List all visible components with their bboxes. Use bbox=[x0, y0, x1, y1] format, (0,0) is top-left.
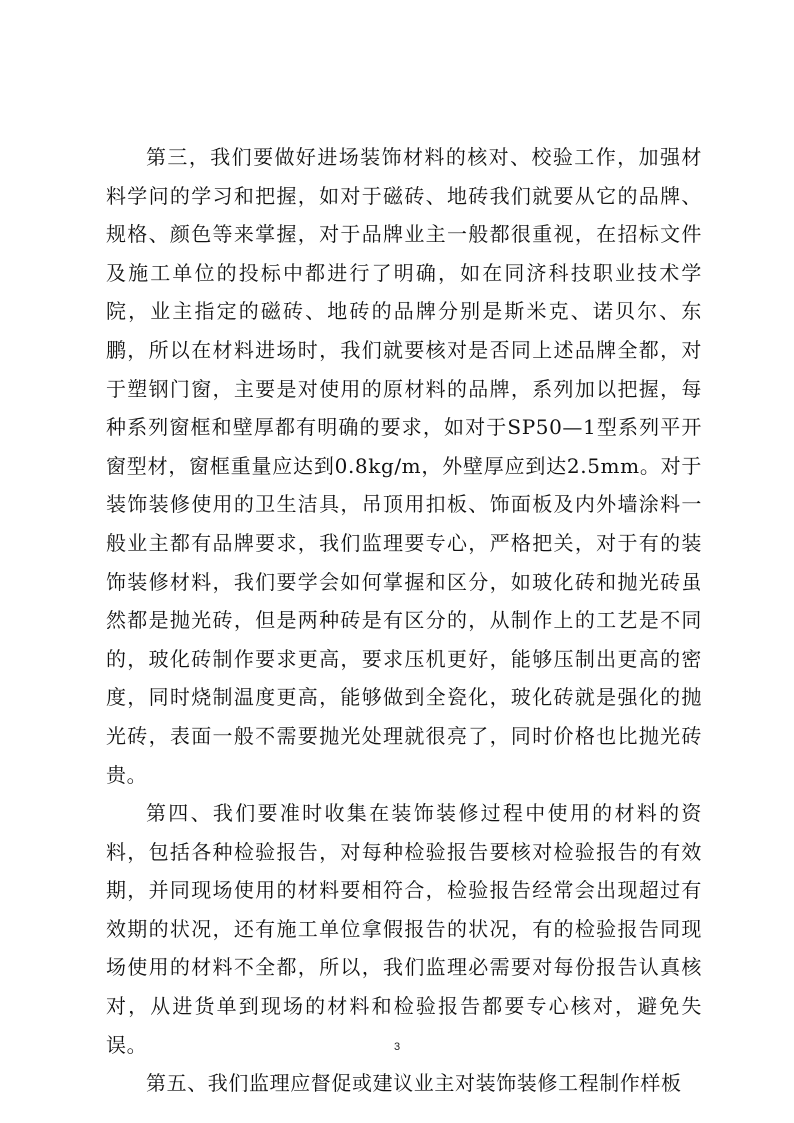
document-body bbox=[106, 138, 702, 1103]
paragraph-fifth-point: 第五、我们监理应督促或建议业主对装饰装修工程制作样板 bbox=[146, 1071, 682, 1096]
page-number: 3 bbox=[393, 1041, 401, 1053]
paragraph-fourth-point: 第四、我们要准时收集在装饰装修过程中使用的材料的资料，包括各种检验报告，对每种检验报告要核对检验报告的有效期，并同现场使用的材料要相符合，检验报告经常会出现超过有效期的状况，还有施工单位拿假报告的状况，有的检验报告同现场使用的材料不全都，所以，我们监理必需要对每份报告认真核对，从进货单到现场的材料和检验报告都要专心核对，避免失误。 bbox=[106, 801, 702, 1057]
paragraph-third-point: 第三，我们要做好进场装饰材料的核对、校验工作，加强材料学问的学习和把握，如对于磁砖、地砖我们就要从它的品牌、规格、颜色等来掌握，对于品牌业主一般都很重视，在招标文件及施工单位的投标中都进行了明确，如在同济科技职业技术学院，业主指定的磁砖、地砖的品牌分别是斯米克、诺贝尔、东鹏，所以在材料进场时，我们就要核对是否同上述品牌全都，对于塑钢门窗，主要是对使用的原材料的品牌，系列加以把握，每种系列窗框和壁厚都有明确的要求，如对于SP50—1型系列平开窗型材，窗框重量应达到0.8kg/m，外壁厚应到达2.5mm。对于装饰装修使用的卫生洁具，吊顶用扣板、饰面板及内外墙涂料一般业主都有品牌要求，我们监理要专心，严格把关，对于有的装饰装修材料，我们要学会如何掌握和区分，如玻化砖和抛光砖虽然都是抛光砖，但是两种砖是有区分的，从制作上的工艺是不同的，玻化砖制作要求更高，要求压机更好，能够压制出更高的密度，同时烧制温度更高，能够做到全瓷化，玻化砖就是强化的抛光砖，表面一般不需要抛光处理就很亮了，同时价格也比抛光砖贵。 bbox=[106, 145, 702, 787]
